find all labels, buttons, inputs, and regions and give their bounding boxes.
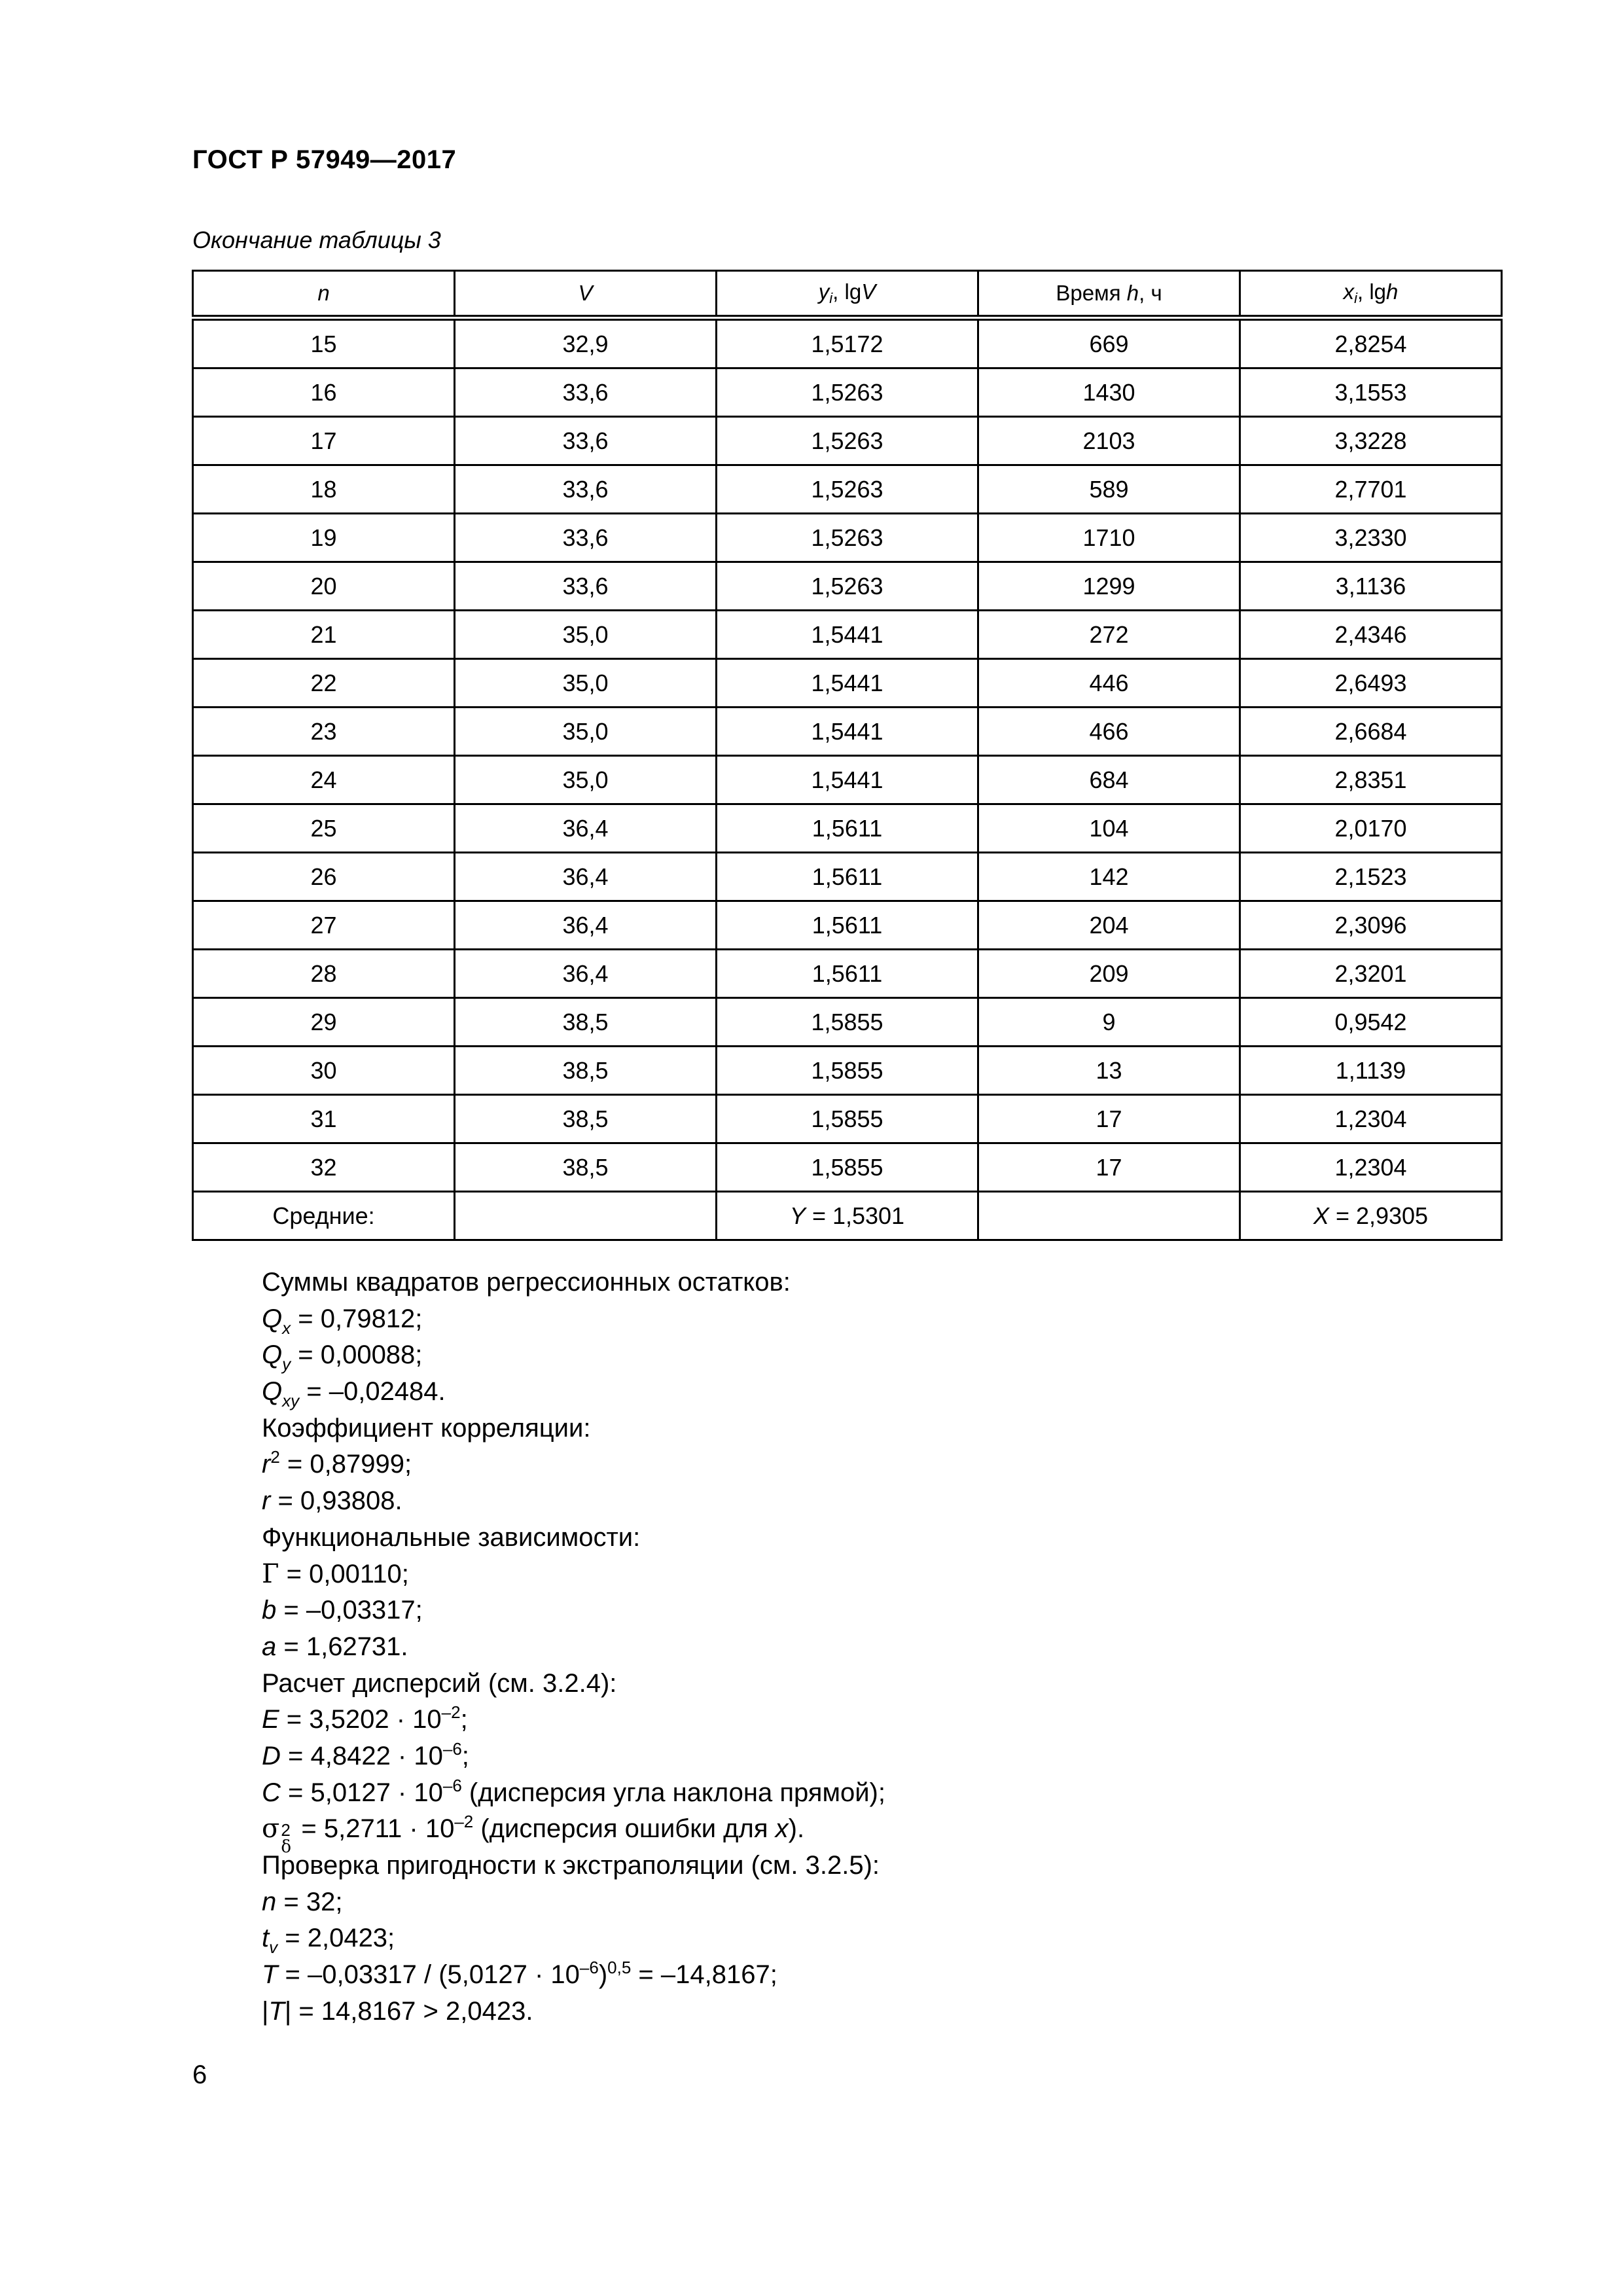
n-line: n = 32;: [262, 1887, 343, 1916]
table-header-row: [193, 271, 1502, 318]
cell-time: 1710: [978, 514, 1240, 562]
data-table: [192, 270, 1503, 1241]
qy-line: $Q_y = 0,00088$;: [262, 1340, 423, 1374]
cell-n: 32: [193, 1143, 455, 1192]
cell-time: 9: [978, 998, 1240, 1047]
sigma-line: σ 2 δ = $5,2711 \cdot 10^{-2}$ (дисперсия ошибки для x).: [262, 1812, 805, 1857]
cell-time: 1299: [978, 562, 1240, 611]
cell-y: 1,5855: [717, 1095, 978, 1143]
cell-v: 33,6: [455, 417, 717, 465]
cell-n: 30: [193, 1047, 455, 1095]
abs-T-line: |T| = 14,8167 > 2,0423.: [262, 1996, 533, 2026]
cell-time: 17: [978, 1143, 1240, 1192]
cell-n: 17: [193, 417, 455, 465]
table-footer-row: [193, 1192, 1502, 1240]
cell-y: 1,5263: [717, 465, 978, 514]
cell-x: 1,2304: [1240, 1095, 1502, 1143]
cell-v: 33,6: [455, 562, 717, 611]
cell-n: 23: [193, 708, 455, 756]
r-line: r = 0,93808.: [262, 1486, 402, 1516]
cell-time: 446: [978, 659, 1240, 708]
cell-time: 684: [978, 756, 1240, 804]
cell-y: 1,5441: [717, 611, 978, 659]
table-row: [193, 708, 1502, 756]
sums-title: Суммы квадратов регрессионных остатков:: [262, 1268, 791, 1297]
cell-y: 1,5855: [717, 1143, 978, 1192]
col-header-x: $x_i$, lgh: [1240, 271, 1502, 318]
qx-line: $Q_x = 0,79812$;: [262, 1304, 423, 1338]
cell-x: 2,1523: [1240, 853, 1502, 901]
cell-time: 272: [978, 611, 1240, 659]
c-line: $C = 5,0127 \cdot 10^{-6}$ (дисперсия угла наклона прямой);: [262, 1775, 885, 1807]
cell-y: 1,5611: [717, 901, 978, 950]
cell-v: 33,6: [455, 514, 717, 562]
cell-v: 38,5: [455, 998, 717, 1047]
cell-n: 28: [193, 950, 455, 998]
col-header-v: V: [455, 271, 717, 318]
table-row: [193, 318, 1502, 368]
cell-v: 38,5: [455, 1047, 717, 1095]
footer-label: Средние:: [193, 1192, 455, 1240]
sigma-indices: 2 δ: [281, 1820, 291, 1857]
cell-time: 669: [978, 318, 1240, 368]
e-line: $E = 3,5202 \cdot 10^{-2}$;: [262, 1702, 468, 1734]
cell-x: 2,3201: [1240, 950, 1502, 998]
cell-time: 209: [978, 950, 1240, 998]
table-row: [193, 465, 1502, 514]
cell-y: 1,5441: [717, 708, 978, 756]
table-caption: Окончание таблицы 3: [192, 226, 441, 253]
cell-time: 142: [978, 853, 1240, 901]
table-row: [193, 1047, 1502, 1095]
table-row: [193, 659, 1502, 708]
cell-y: 1,5263: [717, 417, 978, 465]
cell-time: 466: [978, 708, 1240, 756]
cell-y: 1,5611: [717, 950, 978, 998]
cell-y: 1,5441: [717, 756, 978, 804]
cell-n: 15: [193, 318, 455, 368]
table-row: [193, 1143, 1502, 1192]
cell-v: 35,0: [455, 659, 717, 708]
cell-y: 1,5263: [717, 368, 978, 417]
T-line: $T = -0,03317 / (5,0127 \cdot 10^{-6})^{0,5} = -14,8167$;: [262, 1958, 777, 1990]
cell-x: 3,1553: [1240, 368, 1502, 417]
cell-n: 29: [193, 998, 455, 1047]
cell-time: 17: [978, 1095, 1240, 1143]
cell-time: 13: [978, 1047, 1240, 1095]
qxy-line: $Q_{xy} = -0,02484$.: [262, 1377, 446, 1411]
cell-n: 25: [193, 804, 455, 853]
cell-x: 2,3096: [1240, 901, 1502, 950]
gamma-line: Г = 0,00110;: [262, 1558, 409, 1589]
cell-v: 38,5: [455, 1143, 717, 1192]
cell-v: 33,6: [455, 368, 717, 417]
cell-v: 36,4: [455, 804, 717, 853]
table-row: [193, 417, 1502, 465]
cell-v: 36,4: [455, 901, 717, 950]
cell-v: 36,4: [455, 853, 717, 901]
cell-n: 27: [193, 901, 455, 950]
cell-y: 1,5441: [717, 659, 978, 708]
cell-y: 1,5855: [717, 998, 978, 1047]
cell-n: 19: [193, 514, 455, 562]
footer-empty-time: [978, 1192, 1240, 1240]
footer-mean-y: Y = 1,5301: [717, 1192, 978, 1240]
col-header-n: n: [193, 271, 455, 318]
cell-x: 2,4346: [1240, 611, 1502, 659]
cell-y: 1,5611: [717, 804, 978, 853]
cell-time: 589: [978, 465, 1240, 514]
cell-n: 18: [193, 465, 455, 514]
cell-x: 3,2330: [1240, 514, 1502, 562]
table-row: [193, 1095, 1502, 1143]
cell-v: 36,4: [455, 950, 717, 998]
d-line: $D = 4,8422 \cdot 10^{-6}$;: [262, 1738, 469, 1770]
cell-n: 22: [193, 659, 455, 708]
cell-x: 3,1136: [1240, 562, 1502, 611]
cell-time: 104: [978, 804, 1240, 853]
cell-v: 35,0: [455, 611, 717, 659]
cell-time: 2103: [978, 417, 1240, 465]
document-header: ГОСТ Р 57949—2017: [192, 145, 457, 174]
cell-x: 2,6684: [1240, 708, 1502, 756]
corr-title: Коэффициент корреляции:: [262, 1413, 591, 1443]
b-line: b = –0,03317;: [262, 1596, 423, 1625]
col-header-time: Время h, ч: [978, 271, 1240, 318]
table-row: [193, 998, 1502, 1047]
cell-x: 1,1139: [1240, 1047, 1502, 1095]
footer-empty-v: [455, 1192, 717, 1240]
cell-x: 2,8254: [1240, 318, 1502, 368]
cell-x: 3,3228: [1240, 417, 1502, 465]
table-row: [193, 950, 1502, 998]
table-row: [193, 756, 1502, 804]
table-row: [193, 901, 1502, 950]
func-title: Функциональные зависимости:: [262, 1522, 641, 1552]
cell-y: 1,5611: [717, 853, 978, 901]
cell-v: 32,9: [455, 318, 717, 368]
cell-n: 24: [193, 756, 455, 804]
cell-x: 0,9542: [1240, 998, 1502, 1047]
t-line: $t_v = 2,0423$;: [262, 1924, 395, 1958]
cell-x: 2,7701: [1240, 465, 1502, 514]
cell-y: 1,5263: [717, 514, 978, 562]
a-line: a = 1,62731.: [262, 1632, 408, 1661]
table-row: [193, 804, 1502, 853]
cell-n: 20: [193, 562, 455, 611]
cell-v: 35,0: [455, 756, 717, 804]
cell-x: 2,0170: [1240, 804, 1502, 853]
cell-y: 1,5263: [717, 562, 978, 611]
cell-time: 204: [978, 901, 1240, 950]
cell-v: 35,0: [455, 708, 717, 756]
table-row: [193, 368, 1502, 417]
cell-v: 33,6: [455, 465, 717, 514]
cell-n: 31: [193, 1095, 455, 1143]
table-row: [193, 562, 1502, 611]
table-row: [193, 514, 1502, 562]
cell-y: 1,5172: [717, 318, 978, 368]
check-title: Проверка пригодности к экстраполяции (см. 3.2.5):: [262, 1851, 880, 1880]
cell-x: 2,6493: [1240, 659, 1502, 708]
cell-x: 2,8351: [1240, 756, 1502, 804]
page-number: 6: [192, 2060, 207, 2089]
cell-v: 38,5: [455, 1095, 717, 1143]
table-row: [193, 853, 1502, 901]
table-row: [193, 611, 1502, 659]
cell-y: 1,5855: [717, 1047, 978, 1095]
r2-line: $r^2 = 0,87999$;: [262, 1447, 412, 1479]
footer-mean-x: X = 2,9305: [1240, 1192, 1502, 1240]
cell-n: 26: [193, 853, 455, 901]
cell-x: 1,2304: [1240, 1143, 1502, 1192]
cell-n: 16: [193, 368, 455, 417]
cell-time: 1430: [978, 368, 1240, 417]
col-header-y: $y_i$, lgV: [717, 271, 978, 318]
cell-n: 21: [193, 611, 455, 659]
disp-title: Расчет дисперсий (см. 3.2.4):: [262, 1668, 617, 1698]
calculation-block: [262, 1265, 885, 2030]
